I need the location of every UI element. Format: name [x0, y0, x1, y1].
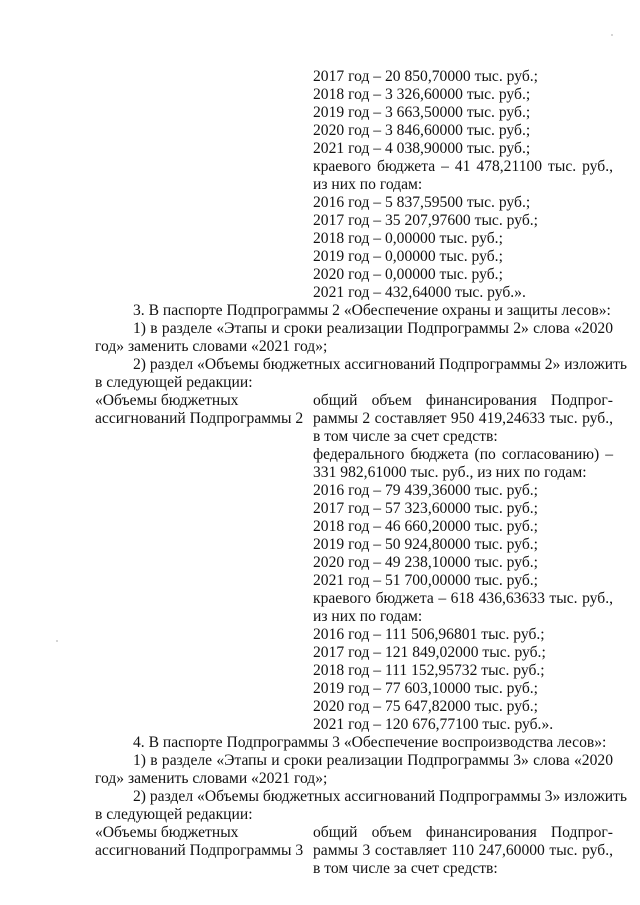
- budget-line: 2017 год – 20 850,70000 тыс. руб.;: [313, 68, 538, 85]
- by-years-label: из них по годам:: [313, 608, 423, 625]
- table-right-cell: раммы 3 составляет 110 247,60000 тыс. руб.,: [313, 842, 613, 859]
- budget-line: 2021 год – 4 038,90000 тыс. руб.;: [313, 140, 531, 157]
- paragraph-line: в следующей редакции:: [95, 374, 253, 391]
- budget-line: 2017 год – 35 207,97600 тыс. руб.;: [313, 212, 538, 229]
- budget-line: 2016 год – 5 837,59500 тыс. руб.;: [313, 194, 531, 211]
- scan-speck: [611, 34, 613, 36]
- budget-line: 2020 год – 75 647,82000 тыс. руб.;: [313, 698, 538, 715]
- budget-line: 2021 год – 120 676,77100 тыс. руб.».: [313, 716, 554, 733]
- budget-line: 2017 год – 57 323,60000 тыс. руб.;: [313, 500, 538, 517]
- section-heading: 4. В паспорте Подпрограммы 3 «Обеспечение воспроизводства лесов»:: [133, 734, 607, 751]
- budget-line: 2018 год – 3 326,60000 тыс. руб.;: [313, 86, 531, 103]
- table-left-cell: ассигнований Подпрограммы 2: [95, 410, 304, 427]
- budget-line: 2021 год – 51 700,00000 тыс. руб.;: [313, 572, 538, 589]
- table-right-cell: общий объем финансирования Подпрог-: [313, 824, 613, 841]
- budget-line: 2019 год – 3 663,50000 тыс. руб.;: [313, 104, 531, 121]
- table-left-cell: «Объемы бюджетных: [95, 392, 239, 409]
- table-right-cell: раммы 2 составляет 950 419,24633 тыс. руб.,: [313, 410, 613, 427]
- paragraph-line: 2) раздел «Объемы бюджетных ассигнований Подпрограммы 3» изложить: [133, 788, 627, 805]
- budget-line: 2020 год – 0,00000 тыс. руб.;: [313, 266, 503, 283]
- budget-line: 2020 год – 3 846,60000 тыс. руб.;: [313, 122, 531, 139]
- budget-line: 2019 год – 0,00000 тыс. руб.;: [313, 248, 503, 265]
- budget-line: 2021 год – 432,64000 тыс. руб.».: [313, 284, 526, 301]
- budget-line: 2018 год – 111 152,95732 тыс. руб.;: [313, 662, 545, 679]
- budget-line: 2018 год – 0,00000 тыс. руб.;: [313, 230, 503, 247]
- budget-line: 2020 год – 49 238,10000 тыс. руб.;: [313, 554, 538, 571]
- section-heading: 3. В паспорте Подпрограммы 2 «Обеспечение охраны и защиты лесов»:: [133, 302, 611, 319]
- table-left-cell: «Объемы бюджетных: [95, 824, 239, 841]
- budget-line: 2017 год – 121 849,02000 тыс. руб.;: [313, 644, 546, 661]
- scan-speck: [56, 640, 58, 642]
- budget-line: 2019 год – 77 603,10000 тыс. руб.;: [313, 680, 538, 697]
- by-years-label: из них по годам:: [313, 176, 423, 193]
- paragraph-line: в следующей редакции:: [95, 806, 253, 823]
- budget-line: 2016 год – 79 439,36000 тыс. руб.;: [313, 482, 538, 499]
- table-right-cell: общий объем финансирования Подпрог-: [313, 392, 613, 409]
- budget-line: 2018 год – 46 660,20000 тыс. руб.;: [313, 518, 538, 535]
- paragraph-line: год» заменить словами «2021 год»;: [95, 338, 328, 355]
- budget-line: 2016 год – 111 506,96801 тыс. руб.;: [313, 626, 545, 643]
- paragraph-line: 1) в разделе «Этапы и сроки реализации Подпрограммы 3» слова «2020: [133, 752, 613, 769]
- table-right-cell: в том числе за счет средств:: [313, 860, 498, 877]
- paragraph-line: 2) раздел «Объемы бюджетных ассигнований Подпрограммы 2» изложить: [133, 356, 627, 373]
- federal-budget-line: 331 982,61000 тыс. руб., из них по годам:: [313, 464, 587, 481]
- table-right-cell: в том числе за счет средств:: [313, 428, 498, 445]
- paragraph-line: 1) в разделе «Этапы и сроки реализации Подпрограммы 2» слова «2020: [133, 320, 613, 337]
- federal-budget-line: федерального бюджета (по согласованию) –: [313, 446, 613, 463]
- budget-line: 2019 год – 50 924,80000 тыс. руб.;: [313, 536, 538, 553]
- regional-budget-line: краевого бюджета – 618 436,63633 тыс. руб.,: [313, 590, 613, 607]
- regional-budget-line: краевого бюджета – 41 478,21100 тыс. руб.,: [313, 158, 613, 175]
- paragraph-line: год» заменить словами «2021 год»;: [95, 770, 328, 787]
- table-left-cell: ассигнований Подпрограммы 3: [95, 842, 304, 859]
